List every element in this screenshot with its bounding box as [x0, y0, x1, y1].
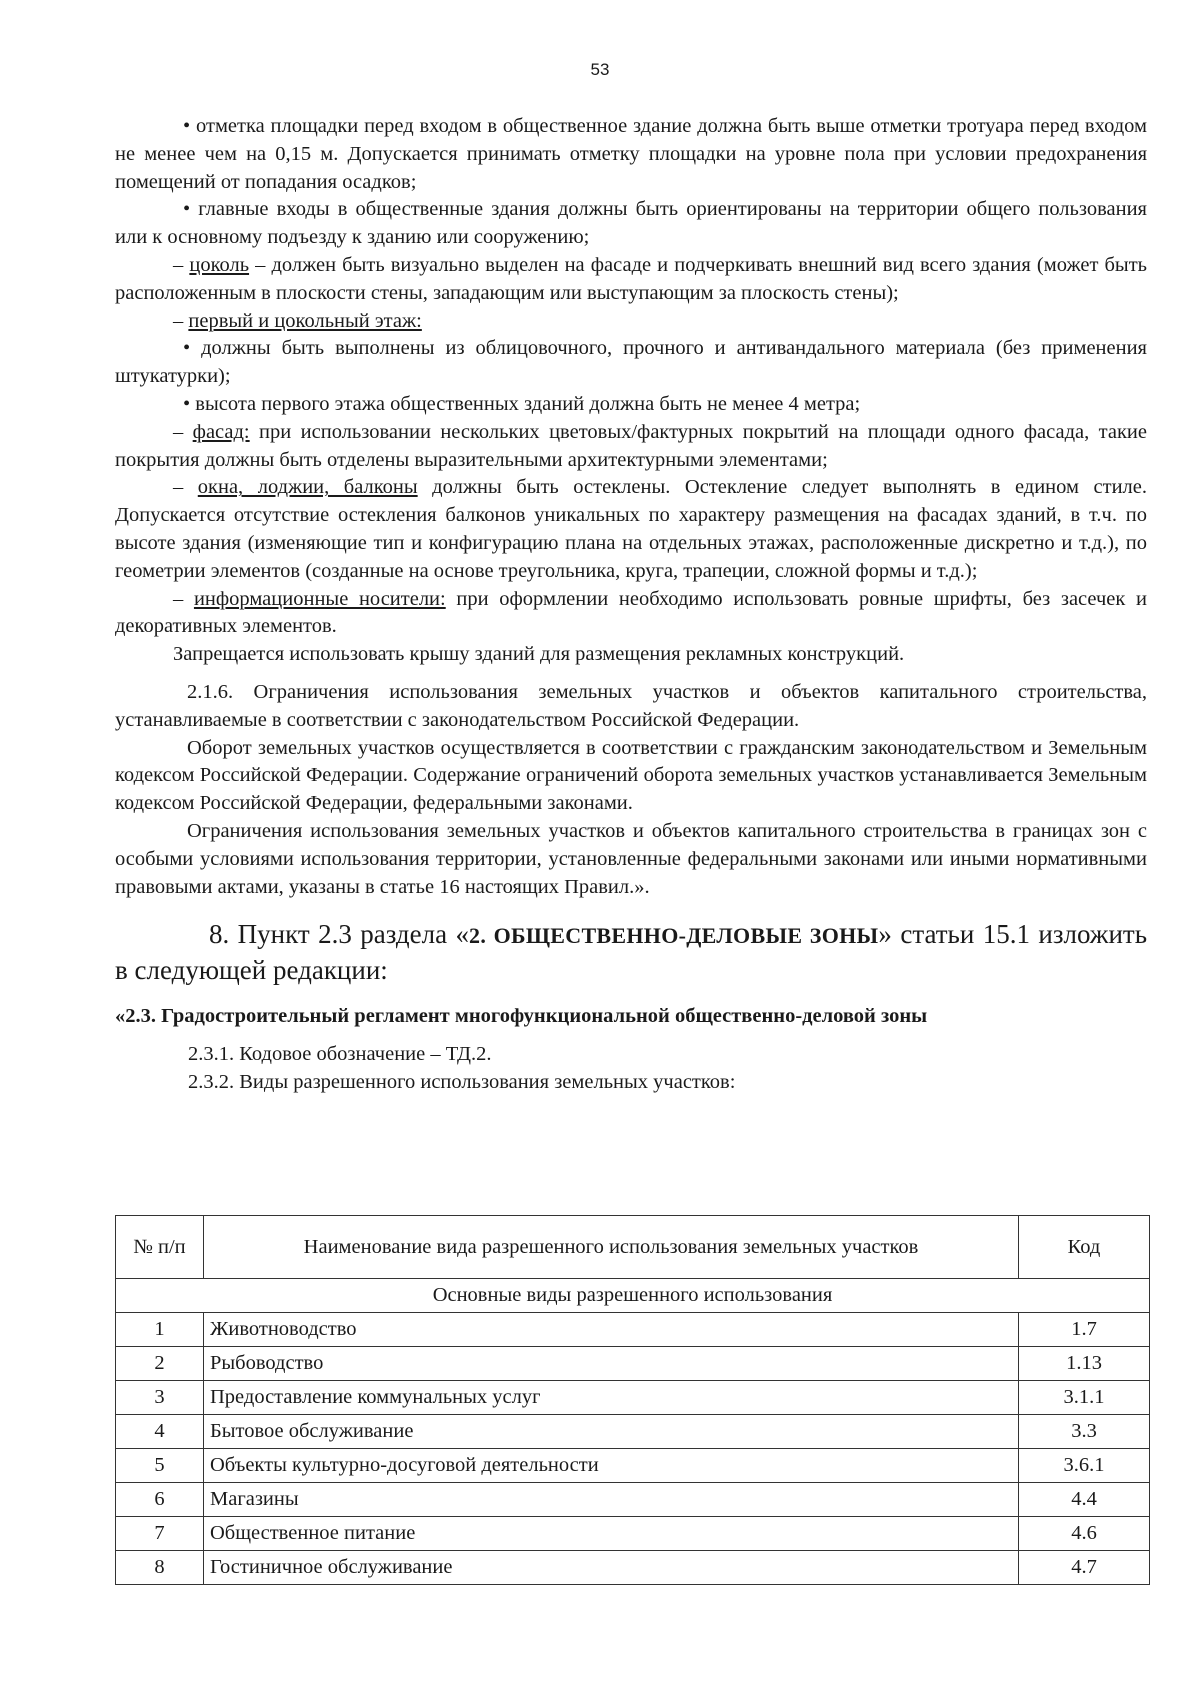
header-name: Наименование вида разрешенного использования земельных участков — [204, 1216, 1019, 1279]
page-number: 53 — [590, 60, 610, 79]
section-heading: «2.3. Градостроительный регламент многофункциональной общественно-деловой зоны — [115, 1005, 928, 1028]
paragraph — [115, 419, 1147, 475]
cell-code: 4.7 — [1019, 1551, 1150, 1585]
cell-code: 4.6 — [1019, 1517, 1150, 1551]
table-row — [116, 1483, 1150, 1517]
dash: – — [173, 587, 194, 610]
paragraph: 2.1.6. Ограничения использования земельных участков и объектов капитального строительства, устанавливаемые в соответствии с законодательством Российской Федерации. — [115, 680, 1147, 731]
paragraph: • отметка площадки перед входом в общественное здание должна быть выше отметки тротуара перед входом не менее чем на 0,15 м. Допускается принимать отметку площадки на уровне пола при условии предохранения помещений от попадания осадков; — [115, 115, 1147, 193]
cell-name: Общественное питание — [204, 1517, 1019, 1551]
table-row — [116, 1415, 1150, 1449]
table-row — [116, 1347, 1150, 1381]
table-header-row — [116, 1216, 1150, 1279]
paragraph: • высота первого этажа общественных зданий должна быть не менее 4 метра; — [183, 392, 861, 415]
paragraph-text: должны быть остеклены. Остекление следует выполнять в едином стиле. Допускается отсутствие остекления балконов уникальных по характеру размещения на фасадах зданий, в т.ч. по высоте здания (изменяющие тип и конфигурацию плана на отдельных этажах, расположенные дискретно и т.д.), по геометрии элементов (созданные на основе треугольника, круга, трапеции, сложной формы и т.д.); — [115, 476, 1147, 582]
cell-name: Животноводство — [204, 1313, 1019, 1347]
cell-name: Рыбоводство — [204, 1347, 1019, 1381]
cell-name: Магазины — [204, 1483, 1019, 1517]
cell-code: 4.4 — [1019, 1483, 1150, 1517]
paragraph — [115, 252, 1147, 308]
cell-num: 2 — [116, 1347, 204, 1381]
table-row — [116, 1381, 1150, 1415]
dash: – — [173, 253, 190, 276]
item8-text: » статьи 15.1 изложить в следующей редакции: — [115, 919, 1148, 986]
paragraph — [115, 308, 1147, 336]
subsection: 2.3.2. Виды разрешенного использования земельных участков: — [188, 1070, 736, 1093]
paragraph-text: при использовании нескольких цветовых/фактурных покрытий на площади одного фасада, такие покрытия должны быть отделены выразительными архитектурными элементами; — [115, 420, 1148, 471]
amendment-item-8 — [115, 917, 1147, 987]
cell-num: 7 — [116, 1517, 204, 1551]
underlined-term: фасад: — [192, 420, 250, 443]
document-body — [115, 113, 1147, 1097]
table-row — [116, 1449, 1150, 1483]
section-title: Основные виды разрешенного использования — [116, 1279, 1150, 1313]
table-section-row — [116, 1279, 1150, 1313]
cell-code: 1.7 — [1019, 1313, 1150, 1347]
cell-num: 4 — [116, 1415, 204, 1449]
cell-name: Объекты культурно-досуговой деятельности — [204, 1449, 1019, 1483]
subsection: 2.3.1. Кодовое обозначение – ТД.2. — [188, 1043, 492, 1066]
header-code: Код — [1019, 1216, 1150, 1279]
cell-name: Гостиничное обслуживание — [204, 1551, 1019, 1585]
table-row — [116, 1517, 1150, 1551]
cell-num: 3 — [116, 1381, 204, 1415]
paragraph — [115, 474, 1147, 585]
underlined-term: цоколь — [189, 253, 250, 276]
land-use-table — [115, 1215, 1150, 1585]
cell-num: 5 — [116, 1449, 204, 1483]
cell-name: Предоставление коммунальных услуг — [204, 1381, 1019, 1415]
dash: – — [173, 309, 189, 332]
cell-code: 3.1.1 — [1019, 1381, 1150, 1415]
paragraph — [115, 586, 1147, 642]
dash: – — [173, 476, 198, 499]
cell-code: 3.3 — [1019, 1415, 1150, 1449]
paragraph-text: при оформлении необходимо использовать ровные шрифты, без засечек и декоративных элементов. — [115, 587, 1148, 638]
table-row — [116, 1313, 1150, 1347]
zone-title: 2. ОБЩЕСТВЕННО-ДЕЛОВЫЕ ЗОНЫ — [469, 923, 879, 949]
paragraph: Оборот земельных участков осуществляется в соответствии с гражданским законодательством и Земельным кодексом Российской Федерации. Содержание ограничений оборота земельных участков устанавливается Земельным кодексом Российской Федерации, федеральными законами. — [115, 736, 1147, 815]
cell-num: 8 — [116, 1551, 204, 1585]
paragraph: • главные входы в общественные здания должны быть ориентированы на территории общего пользования или к основному подъезду к зданию или сооружению; — [115, 198, 1147, 249]
underlined-term: информационные носители: — [193, 587, 446, 610]
paragraph: Запрещается использовать крышу зданий для размещения рекламных конструкций. — [173, 643, 905, 666]
item8-text: 8. Пункт 2.3 раздела « — [209, 919, 470, 950]
cell-num: 6 — [116, 1483, 204, 1517]
dash: – — [173, 420, 193, 443]
paragraph: Ограничения использования земельных участков и объектов капитального строительства в границах зон с особыми условиями использования территории, установленные федеральными законами или иными нормативными правовыми актами, указаны в статье 16 настоящих Правил.». — [115, 819, 1147, 898]
cell-num: 1 — [116, 1313, 204, 1347]
cell-name: Бытовое обслуживание — [204, 1415, 1019, 1449]
table-row — [116, 1551, 1150, 1585]
header-num: № п/п — [116, 1216, 204, 1279]
paragraph-text: – должен быть визуально выделен на фасаде и подчеркивать внешний вид всего здания (может быть расположенным в плоскости стены, западающим или выступающим за плоскость стены); — [115, 253, 1148, 304]
paragraph: • должны быть выполнены из облицовочного, прочного и антивандального материала (без применения штукатурки); — [115, 337, 1147, 388]
cell-code: 1.13 — [1019, 1347, 1150, 1381]
underlined-term: окна, лоджии, балконы — [197, 476, 418, 499]
underlined-term: первый и цокольный этаж: — [188, 309, 422, 332]
cell-code: 3.6.1 — [1019, 1449, 1150, 1483]
